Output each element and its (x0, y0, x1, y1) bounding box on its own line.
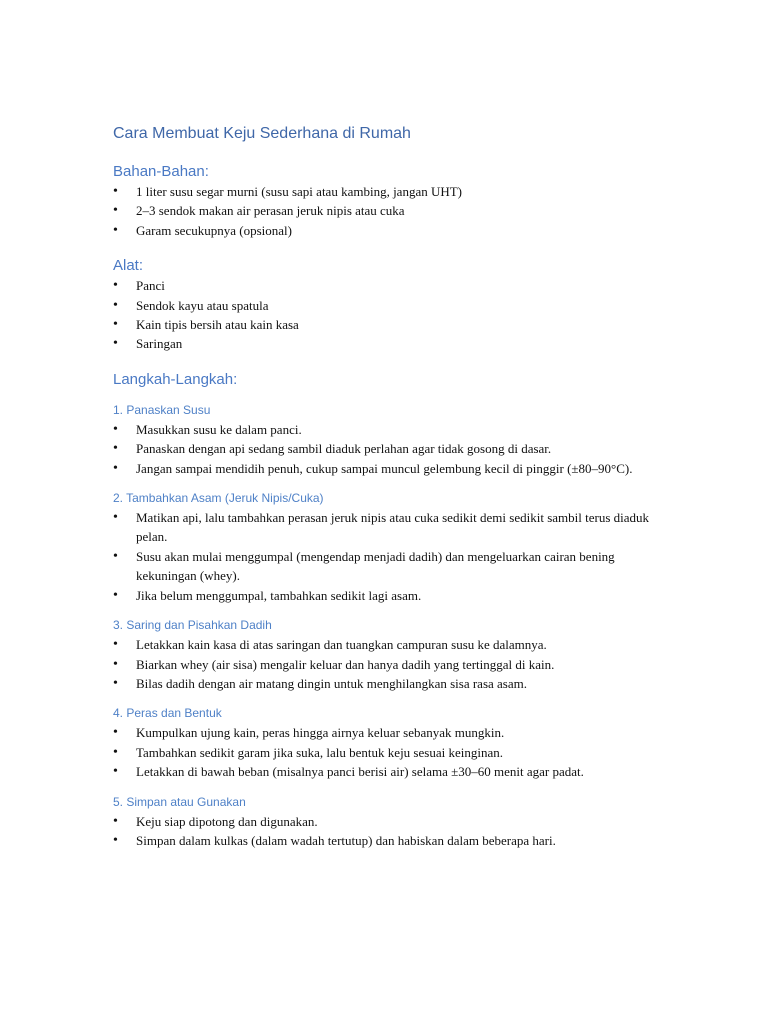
list-item: • Keju siap dipotong dan digunakan. (113, 812, 658, 831)
list-item: • 2–3 sendok makan air perasan jeruk nipis atau cuka (113, 201, 658, 220)
step-list (113, 635, 658, 693)
list-item: • Jangan sampai mendidih penuh, cukup sampai muncul gelembung kecil di pinggir (±80–90°C). (113, 459, 658, 478)
step-list (113, 420, 658, 478)
list-item: • Susu akan mulai menggumpal (mengendap menjadi dadih) dan mengeluarkan cairan bening kekuningan (whey). (113, 547, 658, 586)
list-item: • Simpan dalam kulkas (dalam wadah tertutup) dan habiskan dalam beberapa hari. (113, 831, 658, 850)
list-item: • Kain tipis bersih atau kain kasa (113, 315, 658, 334)
list-item: • Panci (113, 276, 658, 295)
list-item: • Biarkan whey (air sisa) mengalir keluar dan hanya dadih yang tertinggal di kain. (113, 655, 658, 674)
step-title: 1. Panaskan Susu (113, 402, 211, 417)
step-title: 3. Saring dan Pisahkan Dadih (113, 618, 272, 633)
list-item: • 1 liter susu segar murni (susu sapi atau kambing, jangan UHT) (113, 182, 658, 201)
step-title: 4. Peras dan Bentuk (113, 706, 222, 721)
list-item: • Bilas dadih dengan air matang dingin untuk menghilangkan sisa rasa asam. (113, 674, 658, 693)
list-item: • Letakkan kain kasa di atas saringan dan tuangkan campuran susu ke dalamnya. (113, 635, 658, 654)
step-title: 5. Simpan atau Gunakan (113, 794, 246, 809)
list-item: • Kumpulkan ujung kain, peras hingga airnya keluar sebanyak mungkin. (113, 723, 658, 742)
heading-bahan: Bahan-Bahan: (113, 163, 209, 180)
document-title: Cara Membuat Keju Sederhana di Rumah (113, 125, 411, 142)
list-item: • Matikan api, lalu tambahkan perasan jeruk nipis atau cuka sedikit demi sedikit sambil terus diaduk pelan. (113, 508, 658, 547)
list-item: • Panaskan dengan api sedang sambil diaduk perlahan agar tidak gosong di dasar. (113, 439, 658, 458)
heading-alat: Alat: (113, 257, 144, 275)
heading-langkah: Langkah-Langkah: (113, 370, 238, 388)
list-item: • Masukkan susu ke dalam panci. (113, 420, 658, 439)
step-title: 2. Tambahkan Asam (Jeruk Nipis/Cuka) (113, 491, 324, 506)
step-list (113, 812, 658, 851)
step-list (113, 508, 658, 605)
list-item: • Sendok kayu atau spatula (113, 296, 658, 315)
step-list (113, 723, 658, 781)
list-item: • Jika belum menggumpal, tambahkan sedikit lagi asam. (113, 586, 658, 605)
list-item: • Saringan (113, 334, 658, 353)
list-item: • Tambahkan sedikit garam jika suka, lalu bentuk keju sesuai keinginan. (113, 743, 658, 762)
list-bahan (113, 182, 658, 240)
list-item: • Garam secukupnya (opsional) (113, 221, 658, 240)
list-item: • Letakkan di bawah beban (misalnya panci berisi air) selama ±30–60 menit agar padat. (113, 762, 658, 781)
list-alat (113, 276, 658, 354)
document-page (113, 122, 658, 850)
